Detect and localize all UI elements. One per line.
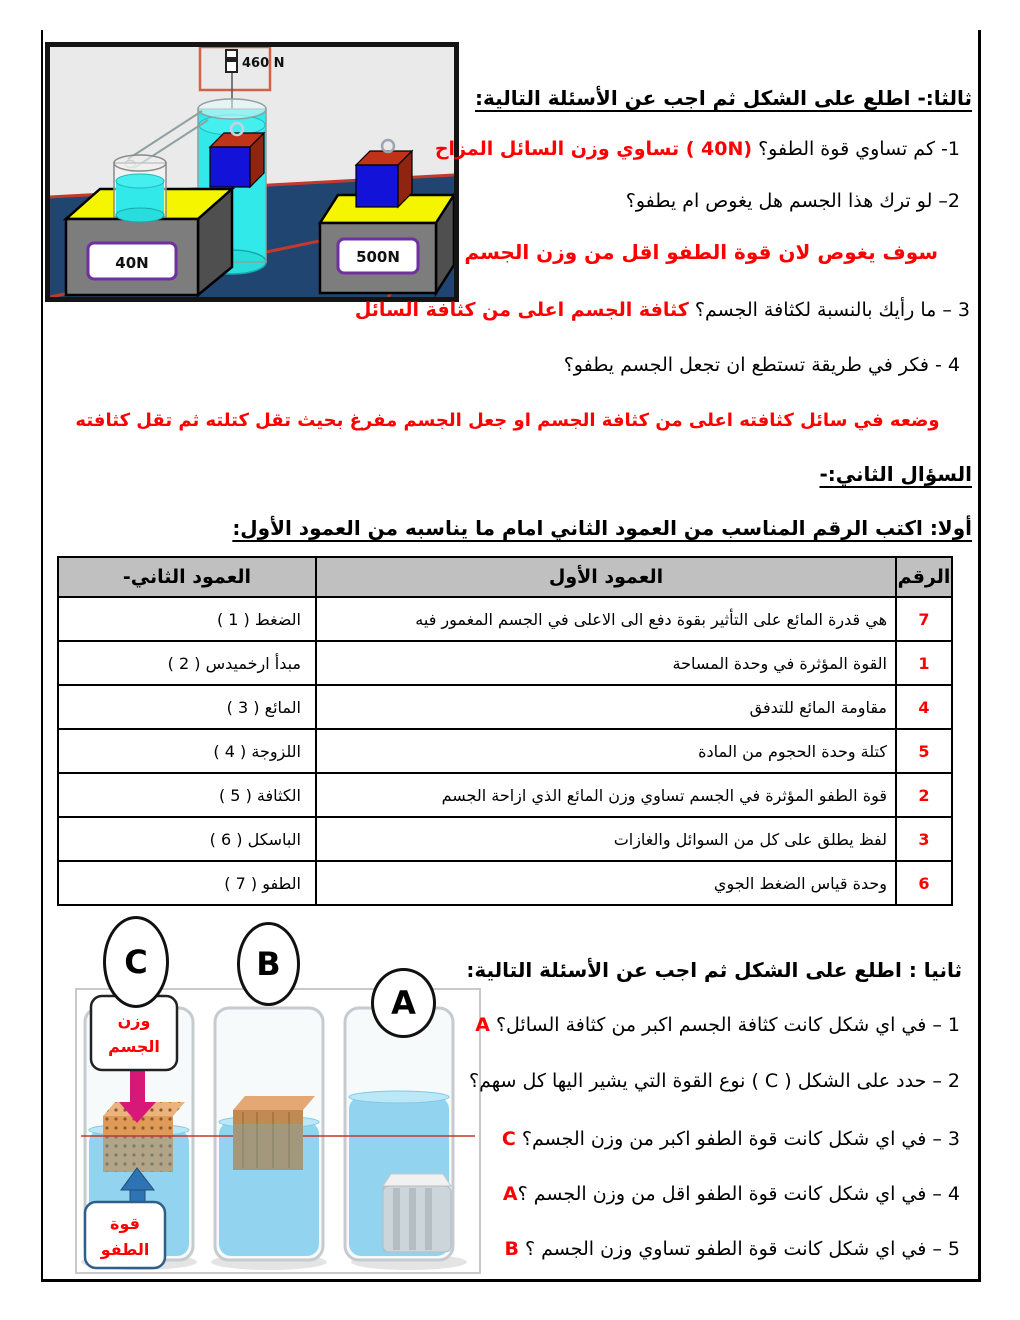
page-border-left <box>41 30 43 1282</box>
q-answer-letter: C <box>501 1128 516 1150</box>
table-row <box>58 597 952 641</box>
section2-q2: 2 – حدد على الشكل ( C ) نوع القوة التي يشير اليها كل سهم؟ <box>469 1070 960 1092</box>
right-weight-block <box>320 195 454 293</box>
apparatus-illustration <box>50 47 454 297</box>
answer-number: 1 <box>896 641 952 685</box>
q-answer-letter: B <box>504 1238 519 1260</box>
table-row <box>58 729 952 773</box>
definition-cell: كتلة وحدة الحجوم من المادة <box>316 729 896 773</box>
q3-answer-text: كثافة الجسم اعلى من كثافة السائل <box>354 299 689 321</box>
table-row <box>58 641 952 685</box>
q3-text: 3 – ما رأيك بالنسبة لكثافة الجسم؟ <box>688 299 970 321</box>
section3-q2: 2– لو ترك هذا الجسم هل يغوص ام يطفو؟ <box>625 190 960 212</box>
q1-text: 1- كم تساوي قوة الطفو؟ <box>752 138 960 160</box>
answer-number: 6 <box>896 861 952 905</box>
term-cell: المائع ( 3 ) <box>58 685 316 729</box>
term-cell: الطفو ( 7 ) <box>58 861 316 905</box>
buoyancy-label <box>85 1202 165 1268</box>
matching-table <box>57 556 953 906</box>
scale-reading-label: 460 N <box>242 56 285 71</box>
overflow-beaker <box>114 155 166 222</box>
section2-q1: 1 – في اي شكل كانت كثافة الجسم اكبر من كثافة السائل؟ A <box>475 1014 960 1036</box>
page-border-right <box>978 30 981 1282</box>
matching-instruction: أولا: اكتب الرقم المناسب من العمود الثاني امام ما يناسبه من العمود الأول: <box>232 516 972 540</box>
wood-cube <box>233 1096 315 1170</box>
term-cell: اللزوجة ( 4 ) <box>58 729 316 773</box>
page-border-bottom <box>41 1279 981 1282</box>
weight-label-line1: وزن <box>117 1011 151 1030</box>
table-row <box>58 773 952 817</box>
definition-cell: لفظ يطلق على كل من السوائل والغازات <box>316 817 896 861</box>
weight-label-line2: الجسم <box>108 1037 160 1056</box>
section3-q4: 4 - فكر في طريقة تستطع ان تجعل الجسم يطفو؟ <box>563 354 960 376</box>
definition-cell: قوة الطفو المؤثرة في الجسم تساوي وزن المائع الذي ازاحة الجسم <box>316 773 896 817</box>
definition-cell: هي قدرة المائع على التأثير بقوة دفع الى الاعلى في الجسم المغمور فيه <box>316 597 896 641</box>
header-col2: العمود الثاني- <box>58 557 316 597</box>
left-block-label: 40N <box>115 254 149 272</box>
header-col1: العمود الأول <box>316 557 896 597</box>
section2-q4: 4 – في اي شكل كانت قوة الطفو اقل من وزن الجسم ؟A <box>502 1183 960 1205</box>
right-block-label: 500N <box>356 248 400 266</box>
section2-q5: 5 – في اي شكل كانت قوة الطفو تساوي وزن الجسم ؟ B <box>504 1238 960 1260</box>
beaker-b-label: B <box>237 922 300 1006</box>
section3-q1 <box>435 138 960 160</box>
definition-cell: مقاومة المائع للتدفق <box>316 685 896 729</box>
section3-q3 <box>355 299 970 321</box>
table-header-row <box>58 557 952 597</box>
buoyancy-label-line2: الطفو <box>100 1240 150 1259</box>
beaker-c-label: C <box>103 916 169 1008</box>
metal-prism <box>383 1174 451 1252</box>
question2-heading: السؤال الثاني:- <box>819 462 972 486</box>
table-row <box>58 817 952 861</box>
term-cell: الضغط ( 1 ) <box>58 597 316 641</box>
definition-cell: القوة المؤثرة في وحدة المساحة <box>316 641 896 685</box>
term-cell: الباسكل ( 6 ) <box>58 817 316 861</box>
q-answer-letter: A <box>502 1183 518 1205</box>
section3-q4-answer: وضعه في سائل كثافته اعلى من كثافة الجسم او جعل الجسم مفرغ بحيث تقل كتلته ثم تقل كثافته <box>75 410 940 431</box>
q-answer-letter: A <box>475 1014 490 1036</box>
buoyancy-label-line1: قوة <box>110 1214 140 1233</box>
table-row <box>58 861 952 905</box>
answer-number: 2 <box>896 773 952 817</box>
beaker-a-label: A <box>371 968 436 1038</box>
q1-answer-text: تساوي وزن السائل المزاح <box>434 138 686 160</box>
answer-number: 4 <box>896 685 952 729</box>
section2-heading: ثانيا : اطلع على الشكل ثم اجب عن الأسئلة التالية: <box>466 958 962 982</box>
section3-q2-answer: سوف يغوص لان قوة الطفو اقل من وزن الجسم <box>464 240 938 264</box>
answer-number: 3 <box>896 817 952 861</box>
term-cell: الكثافة ( 5 ) <box>58 773 316 817</box>
header-number: الرقم <box>896 557 952 597</box>
answer-number: 5 <box>896 729 952 773</box>
q1-answer-value: ( 40N) <box>685 138 753 160</box>
section3-heading: ثالثا:- اطلع على الشكل ثم اجب عن الأسئلة التالية: <box>475 86 972 110</box>
section2-q3: 3 – في اي شكل كانت قوة الطفو اكبر من وزن الجسم؟ C <box>501 1128 960 1150</box>
term-cell: مبدأ ارخميدس ( 2 ) <box>58 641 316 685</box>
answer-number: 7 <box>896 597 952 641</box>
figure-buoyancy-apparatus <box>45 42 459 302</box>
definition-cell: وحدة قياس الضغط الجوي <box>316 861 896 905</box>
table-row <box>58 685 952 729</box>
